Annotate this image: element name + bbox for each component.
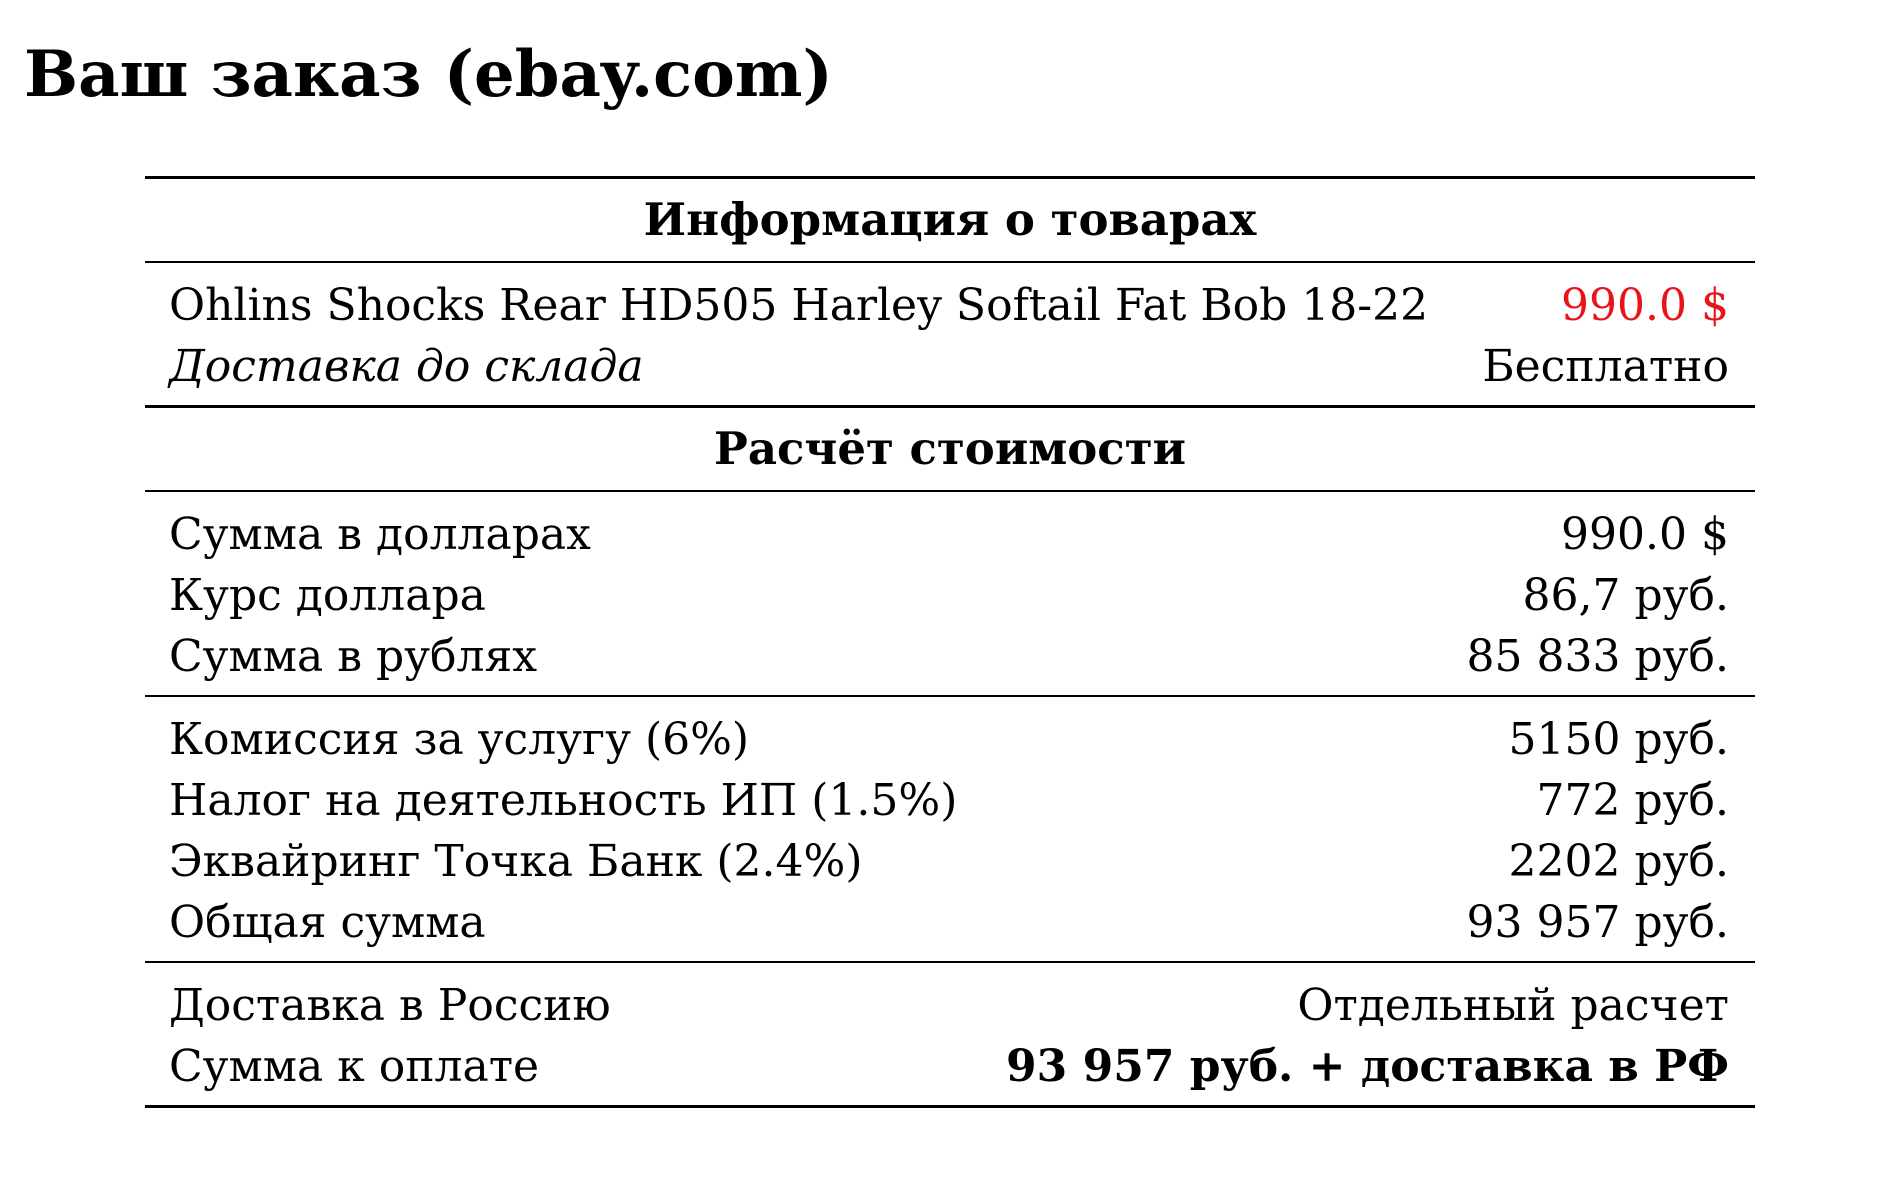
- amount-usd-row: [169, 504, 1729, 565]
- order-summary-table: [145, 176, 1755, 1108]
- amount-usd-value: 990.0 $: [1561, 509, 1729, 560]
- cost-section-heading: Расчёт стоимости: [714, 422, 1186, 475]
- russia-shipping-label: Доставка в Россию: [169, 980, 611, 1031]
- subtotal-value: 93 957 руб.: [1466, 897, 1729, 948]
- item-price: 990.0 $: [1561, 280, 1729, 331]
- warehouse-shipping-label: Доставка до склада: [169, 341, 644, 392]
- amount-due-label: Сумма к оплате: [169, 1041, 540, 1092]
- russia-shipping-value: Отдельный расчет: [1297, 980, 1729, 1031]
- tax-row: [169, 770, 1729, 831]
- table-bottom-rule: [145, 1105, 1755, 1108]
- amount-usd-label: Сумма в долларах: [169, 509, 591, 560]
- conversion-block: [145, 492, 1755, 695]
- subtotal-label: Общая сумма: [169, 897, 486, 948]
- russia-shipping-row: [169, 975, 1729, 1036]
- acquiring-label: Эквайринг Точка Банк (2.4%): [169, 836, 863, 887]
- final-block: [145, 963, 1755, 1105]
- subtotal-row: [169, 892, 1729, 953]
- exchange-rate-label: Курс доллара: [169, 570, 486, 621]
- service-fee-row: [169, 709, 1729, 770]
- exchange-rate-value: 86,7 руб.: [1522, 570, 1729, 621]
- amount-rub-row: [169, 626, 1729, 687]
- tax-value: 772 руб.: [1536, 775, 1729, 826]
- service-fee-value: 5150 руб.: [1508, 714, 1729, 765]
- service-fee-label: Комиссия за услугу (6%): [169, 714, 750, 765]
- acquiring-row: [169, 831, 1729, 892]
- item-row: [169, 275, 1729, 336]
- fees-block: [145, 697, 1755, 961]
- amount-due-value: 93 957 руб. + доставка в РФ: [1006, 1041, 1729, 1092]
- items-section-heading: Информация о товарах: [643, 193, 1257, 246]
- page-title: Ваш заказ (ebay.com): [24, 37, 833, 112]
- tax-label: Налог на деятельность ИП (1.5%): [169, 775, 958, 826]
- exchange-rate-row: [169, 565, 1729, 626]
- amount-rub-label: Сумма в рублях: [169, 631, 538, 682]
- amount-rub-value: 85 833 руб.: [1466, 631, 1729, 682]
- warehouse-shipping-value: Бесплатно: [1482, 341, 1729, 392]
- item-name: Ohlins Shocks Rear HD505 Harley Softail Fat Bob 18-22: [169, 280, 1429, 331]
- warehouse-shipping-row: [169, 336, 1729, 397]
- acquiring-value: 2202 руб.: [1508, 836, 1729, 887]
- amount-due-row: [169, 1036, 1729, 1097]
- item-block: [145, 263, 1755, 405]
